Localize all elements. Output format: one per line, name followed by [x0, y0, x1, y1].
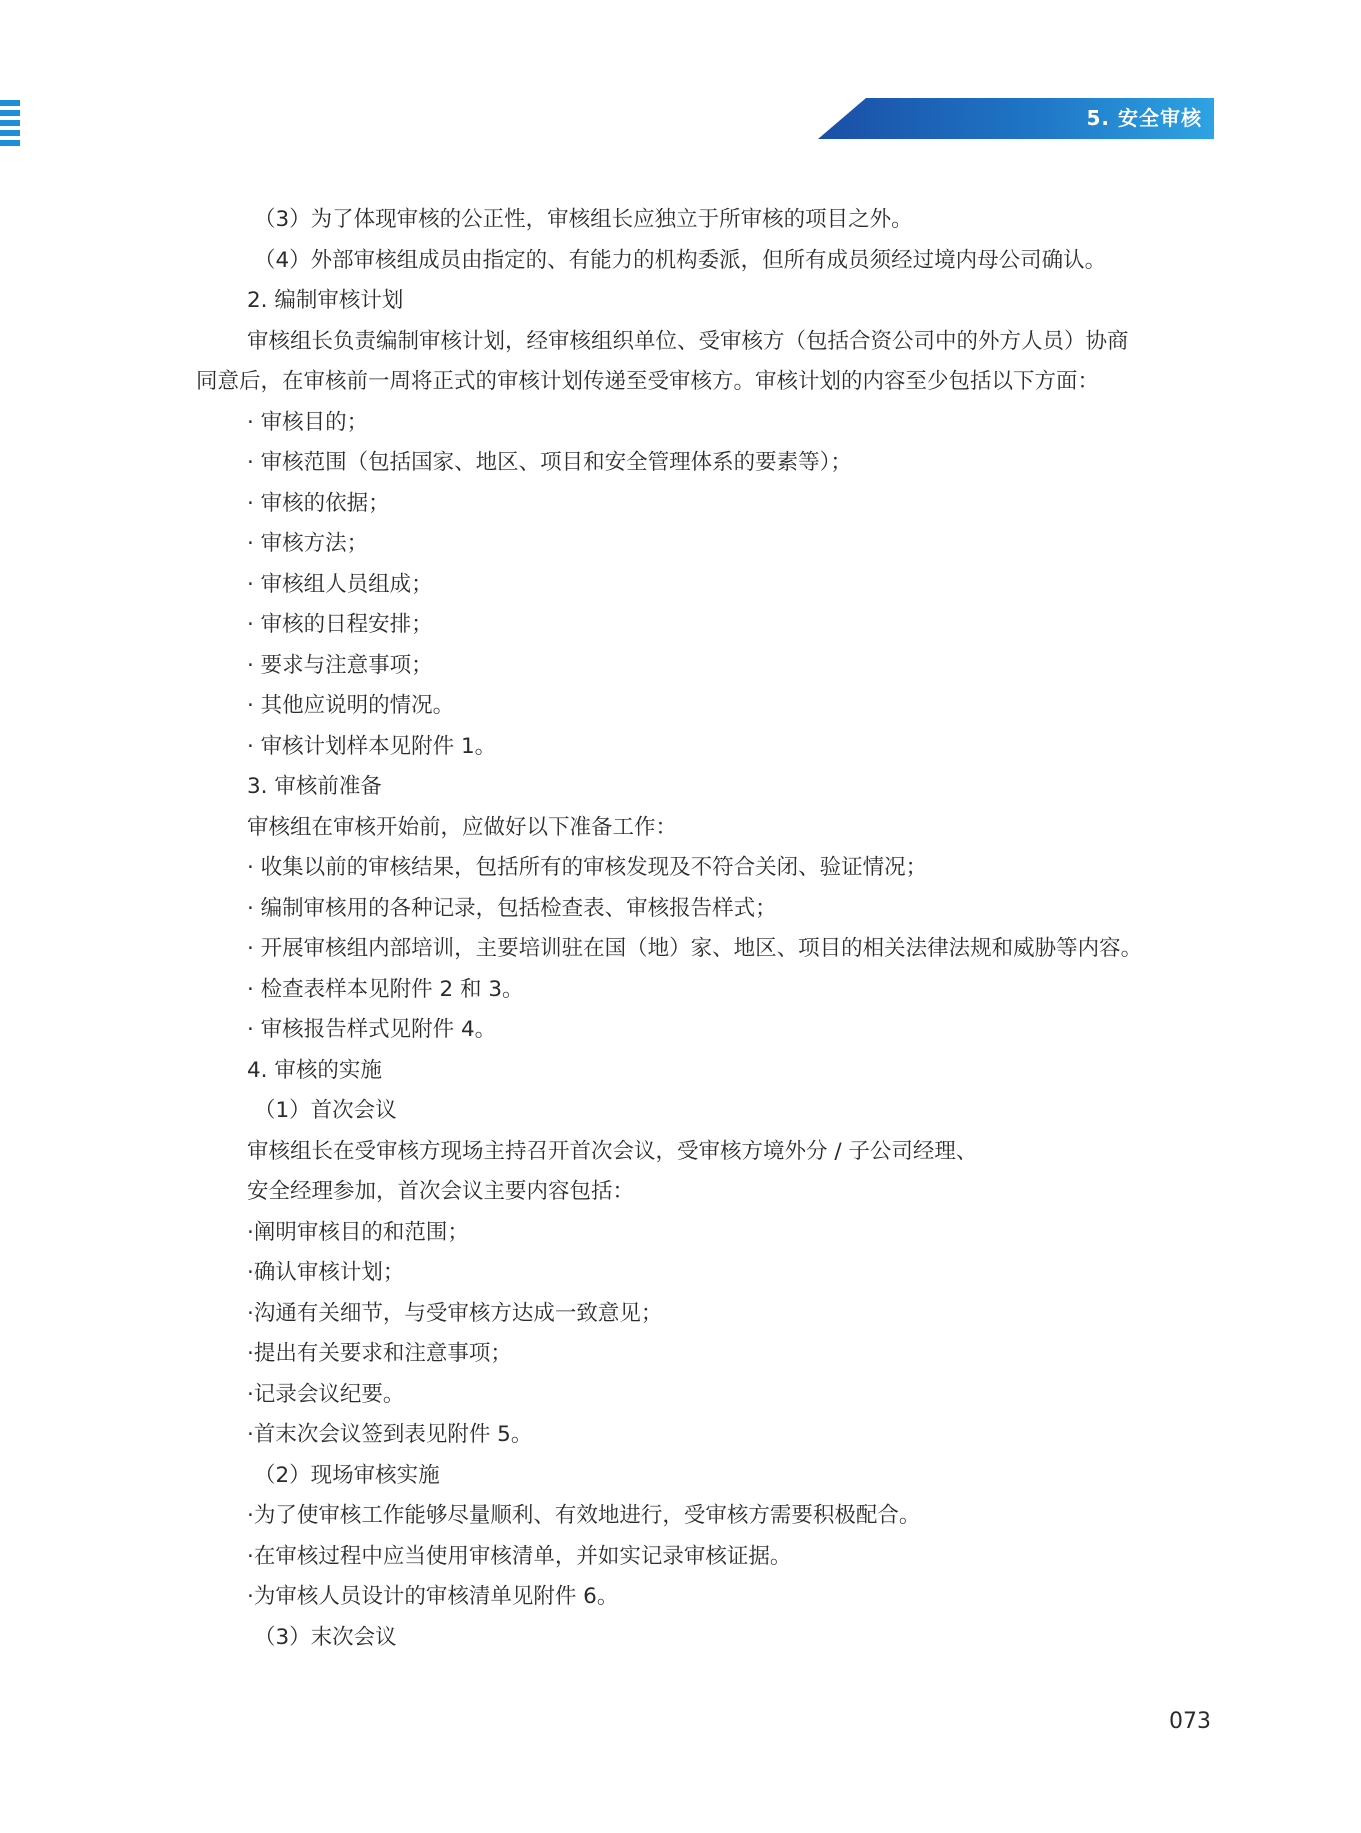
list-item: · 审核的依据； [247, 490, 390, 516]
subheading: 2. 编制审核计划 [247, 288, 404, 313]
section-banner [818, 98, 1214, 139]
list-item: ·沟通有关细节，与受审核方达成一致意见； [247, 1300, 663, 1326]
list-item: · 审核计划样本见附件 1。 [247, 733, 497, 759]
text-line: （4）外部审核组成员由指定的、有能力的机构委派，但所有成员须经过境内母公司确认。 [254, 247, 1107, 273]
list-item: · 审核方法； [247, 531, 369, 556]
list-item: ·在审核过程中应当使用审核清单，并如实记录审核证据。 [247, 1543, 792, 1569]
subheading: （1）首次会议 [254, 1098, 397, 1123]
list-item: · 编制审核用的各种记录，包括检查表、审核报告样式； [247, 895, 777, 921]
list-item: ·提出有关要求和注意事项； [247, 1341, 512, 1366]
list-item: · 要求与注意事项； [247, 652, 433, 678]
list-item: · 收集以前的审核结果，包括所有的审核发现及不符合关闭、验证情况； [247, 855, 928, 880]
list-item: ·为审核人员设计的审核清单见附件 6。 [247, 1584, 619, 1609]
list-item: ·阐明审核目的和范围； [247, 1219, 469, 1245]
list-item: ·确认审核计划； [247, 1260, 405, 1285]
text-line: 同意后，在审核前一周将正式的审核计划传递至受审核方。审核计划的内容至少包括以下方面： [196, 369, 1100, 394]
subheading: （2）现场审核实施 [254, 1462, 440, 1488]
edge-stripes-icon [0, 100, 20, 146]
list-item: ·为了使审核工作能够尽量顺利、有效地进行，受审核方需要积极配合。 [247, 1503, 921, 1528]
text-line: 安全经理参加，首次会议主要内容包括： [247, 1179, 635, 1204]
subheading: 3. 审核前准备 [247, 774, 382, 799]
text-line: 审核组在审核开始前，应做好以下准备工作： [247, 814, 678, 840]
list-item: ·记录会议纪要。 [247, 1381, 405, 1407]
list-item: · 其他应说明的情况。 [247, 693, 455, 718]
page-number: 073 [1169, 1709, 1211, 1734]
list-item: · 审核的日程安排； [247, 612, 433, 637]
text-line: （3）为了体现审核的公正性，审核组长应独立于所审核的项目之外。 [254, 207, 913, 232]
list-item: · 审核范围（包括国家、地区、项目和安全管理体系的要素等）； [247, 450, 852, 475]
list-item: · 开展审核组内部培训，主要培训驻在国（地）家、地区、项目的相关法律法规和威胁等内容。 [247, 936, 1143, 961]
list-item: · 检查表样本见附件 2 和 3。 [247, 976, 524, 1002]
list-item: ·首末次会议签到表见附件 5。 [247, 1422, 533, 1447]
body-text [196, 200, 1216, 1658]
text-line: 审核组长在受审核方现场主持召开首次会议，受审核方境外分 / 子公司经理、 [247, 1138, 978, 1164]
subheading: 4. 审核的实施 [247, 1057, 382, 1083]
text-line: 审核组长负责编制审核计划，经审核组织单位、受审核方（包括合资公司中的外方人员）协商 [247, 328, 1129, 354]
list-item: · 审核组人员组成； [247, 571, 433, 597]
section-title: 5. 安全审核 [1086, 106, 1202, 130]
list-item: · 审核目的； [247, 409, 369, 435]
list-item: · 审核报告样式见附件 4。 [247, 1017, 497, 1042]
subheading: （3）末次会议 [254, 1624, 397, 1650]
